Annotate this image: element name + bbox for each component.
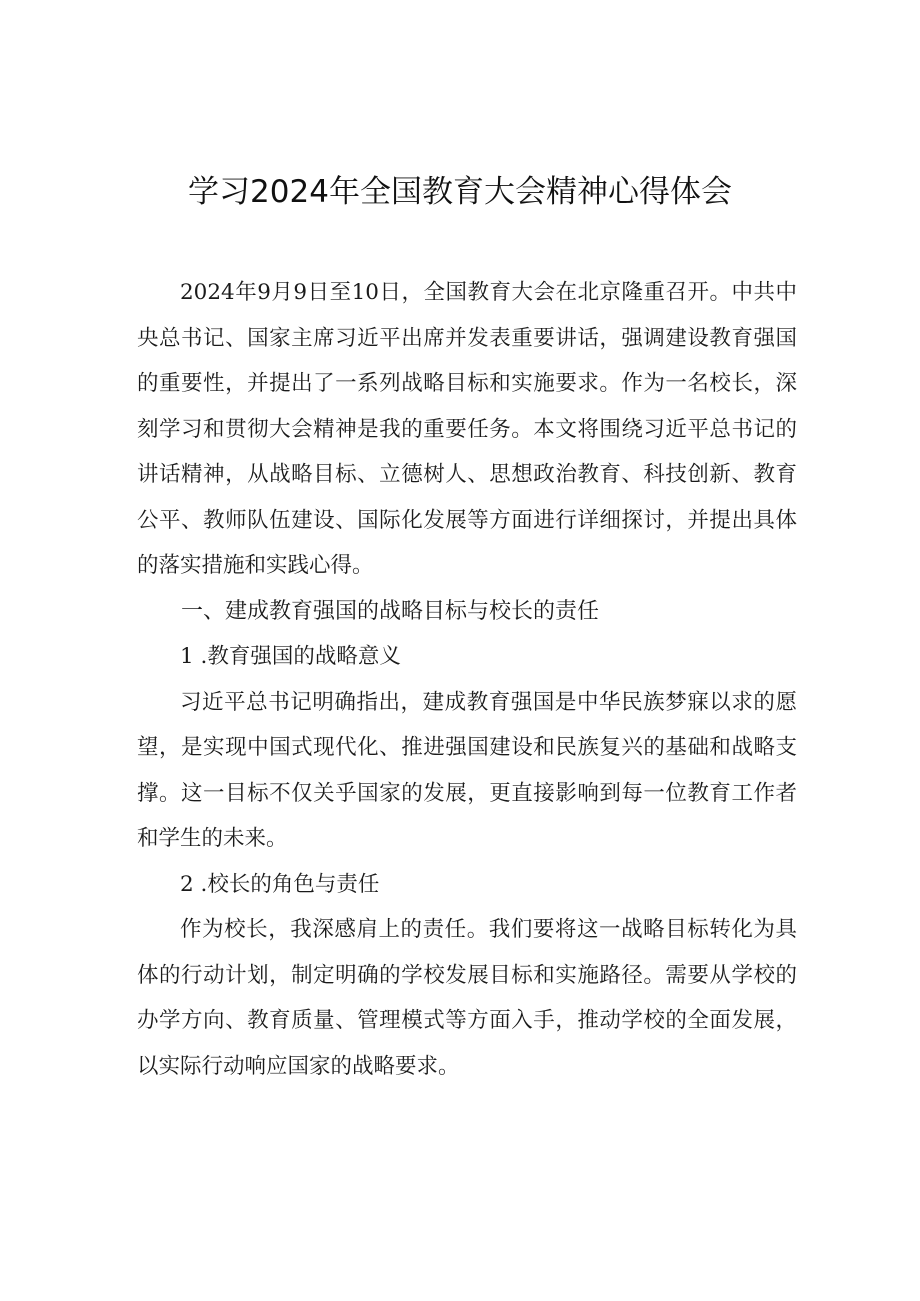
subsection-heading-2: 2 .校长的角色与责任 [180, 871, 380, 897]
document-title: 学习2024年全国教育大会精神心得体会 [188, 174, 732, 210]
subsection-heading-1: 1 .教育强国的战略意义 [180, 644, 401, 669]
intro-paragraph: 2024年9月9日至10日，全国教育大会在北京隆重召开。中共中央总书记、国家主席习近平出席并发表重要讲话，强调建设教育强国的重要性，并提出了一系列战略目标和实施要求。作为一名校长，深刻学习和贯彻大会精神是我的重要任务。本文将围绕习近平总书记的讲话精神，从战略目标、立德树人、思想政治教育、科技创新、教育公平、教师队伍建设、国际化发展等方面进行详细探讨，并提出具体的落实措施和实践心得。 [137, 280, 797, 578]
document-body [137, 270, 797, 1089]
body-paragraph: 习近平总书记明确指出，建成教育强国是中华民族梦寐以求的愿望，是实现中国式现代化、推进强国建设和民族复兴的基础和战略支撑。这一目标不仅关乎国家的发展，更直接影响到每一位教育工作者和学生的未来。 [137, 689, 797, 851]
body-paragraph: 作为校长，我深感肩上的责任。我们要将这一战略目标转化为具体的行动计划，制定明确的学校发展目标和实施路径。需要从学校的办学方向、教育质量、管理模式等方面入手，推动学校的全面发展，以实际行动响应国家的战略要求。 [137, 917, 797, 1079]
section-heading-1: 一、建成教育强国的战略目标与校长的责任 [181, 598, 600, 624]
